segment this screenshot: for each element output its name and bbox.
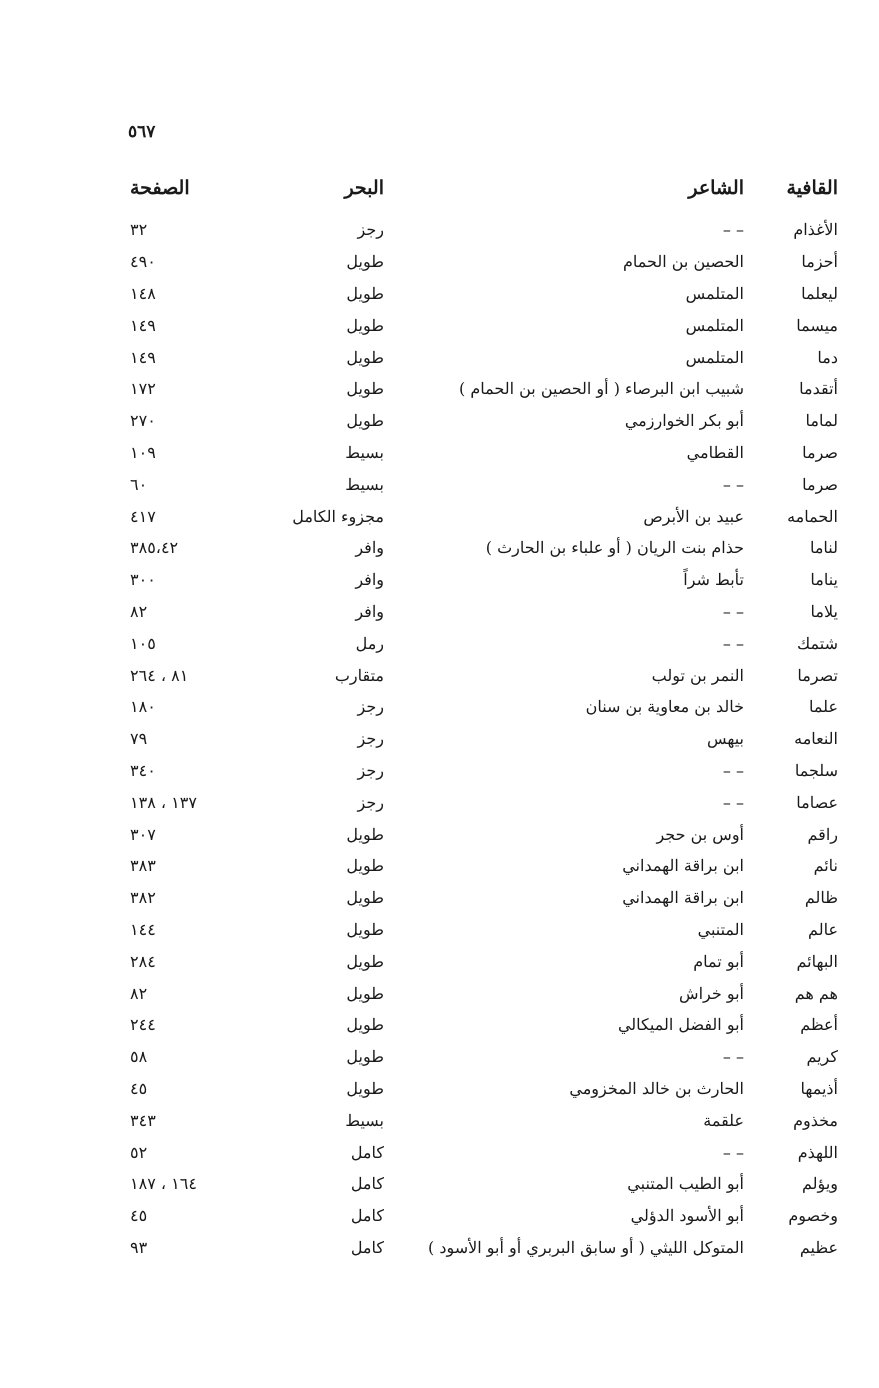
table-row (120, 309, 838, 341)
cell-poet: أبو بكر الخوارزمي (624, 411, 744, 431)
table-row (120, 468, 838, 500)
cell-meter: طويل (346, 856, 384, 876)
table-row (120, 1041, 838, 1073)
cell-rhyme: راقم (807, 824, 838, 844)
cell-poet: خالد بن معاوية بن سنان (585, 697, 744, 717)
table-row (120, 977, 838, 1009)
table-row (120, 786, 838, 818)
cell-poet: ابن براقة الهمداني (622, 856, 744, 876)
cell-meter: مجزوء الكامل (292, 506, 384, 526)
cell-poet: – – (722, 760, 744, 780)
cell-poet: – – (722, 220, 744, 240)
cell-meter: طويل (346, 919, 384, 939)
cell-rhyme: لناما (809, 538, 838, 558)
cell-meter: رجز (357, 792, 384, 812)
cell-meter: طويل (346, 888, 384, 908)
cell-poet: ابن براقة الهمداني (622, 888, 744, 908)
cell-rhyme: صرما (802, 474, 838, 494)
cell-page: ١٠٥ (130, 633, 156, 653)
cell-meter: رجز (357, 729, 384, 749)
cell-rhyme: النعامه (794, 729, 838, 749)
cell-meter: وافر (355, 538, 384, 558)
table-row (120, 914, 838, 946)
cell-meter: كامل (350, 1237, 384, 1257)
cell-poet: أبو تمام (693, 951, 744, 971)
header-page: الصفحة (130, 177, 190, 199)
cell-poet: – – (722, 601, 744, 621)
cell-meter: بسيط (345, 442, 384, 462)
table-row (120, 627, 838, 659)
table-body (120, 214, 838, 1263)
cell-meter: كامل (350, 1174, 384, 1194)
cell-meter: متقارب (334, 665, 384, 685)
table-row (120, 818, 838, 850)
cell-page: ٣٨٢ (130, 888, 156, 908)
cell-meter: طويل (346, 411, 384, 431)
table-row (120, 850, 838, 882)
table-row (120, 373, 838, 405)
cell-page: ١٣٧ ، ١٣٨ (130, 792, 197, 812)
cell-poet: بيهس (706, 729, 744, 749)
cell-page: ٣٠٧ (130, 824, 156, 844)
cell-page: ٨٢ (130, 983, 148, 1003)
cell-poet: – – (722, 792, 744, 812)
cell-page: ٢٨٤ (130, 951, 156, 971)
cell-poet: القطامي (686, 442, 744, 462)
page-number: ٥٦٧ (128, 122, 156, 142)
cell-rhyme: اللهذم (797, 1142, 838, 1162)
table-row (120, 341, 838, 373)
cell-page: ٩٣ (130, 1237, 148, 1257)
cell-meter: طويل (346, 1078, 384, 1098)
cell-page: ٥٢ (130, 1142, 148, 1162)
cell-rhyme: أعظم (800, 1015, 838, 1035)
table-header-row (120, 162, 838, 214)
cell-poet: المتلمس (685, 315, 744, 335)
cell-meter: كامل (350, 1142, 384, 1162)
cell-rhyme: يناما (810, 570, 838, 590)
cell-meter: طويل (346, 252, 384, 272)
table-row (120, 945, 838, 977)
cell-rhyme: ميسما (796, 315, 838, 335)
cell-rhyme: مخذوم (793, 1110, 838, 1130)
cell-page: ٣٨٥،٤٢ (130, 538, 179, 558)
cell-rhyme: لماما (805, 411, 838, 431)
cell-rhyme: تصرما (797, 665, 838, 685)
cell-page: ٧٩ (130, 729, 148, 749)
cell-rhyme: نائم (813, 856, 838, 876)
table-row (120, 214, 838, 246)
table-row (120, 564, 838, 596)
table-row (120, 437, 838, 469)
cell-page: ٤٥ (130, 1206, 148, 1226)
cell-meter: طويل (346, 1047, 384, 1067)
cell-poet: حذام بنت الريان ( أو علباء بن الحارث ) (485, 538, 744, 558)
cell-page: ١٧٢ (130, 379, 156, 399)
cell-poet: – – (722, 1047, 744, 1067)
cell-poet: أبو خراش (679, 983, 744, 1003)
cell-poet: المتلمس (685, 283, 744, 303)
cell-meter: طويل (346, 824, 384, 844)
cell-page: ٣٤٠ (130, 760, 156, 780)
cell-rhyme: عصاما (796, 792, 838, 812)
cell-page: ٦٠ (130, 474, 148, 494)
cell-page: ٨٢ (130, 601, 148, 621)
cell-poet: أبو الطيب المتنبي (627, 1174, 744, 1194)
table-row (120, 246, 838, 278)
cell-rhyme: أذيمها (800, 1078, 838, 1098)
cell-rhyme: ويؤلم (802, 1174, 838, 1194)
cell-meter: طويل (346, 283, 384, 303)
cell-poet: تأبط شراً (683, 570, 744, 590)
cell-rhyme: صرما (802, 442, 838, 462)
cell-poet: – – (722, 474, 744, 494)
cell-poet: أبو الأسود الدؤلي (630, 1206, 744, 1226)
table-row (120, 1232, 838, 1264)
cell-page: ٣٠٠ (130, 570, 156, 590)
cell-poet: أبو الفضل الميكالي (617, 1015, 744, 1035)
cell-rhyme: الأغذام (793, 220, 838, 240)
header-poet: الشاعر (688, 177, 744, 199)
cell-poet: المتوكل الليثي ( أو سابق البربري أو أبو الأسود ) (428, 1237, 744, 1257)
cell-page: ٢٧٠ (130, 411, 156, 431)
cell-poet: أوس بن حجر (656, 824, 744, 844)
cell-poet: المتلمس (685, 347, 744, 367)
table-row (120, 278, 838, 310)
cell-rhyme: شتمك (797, 633, 838, 653)
table-row (120, 1009, 838, 1041)
cell-rhyme: البهائم (796, 951, 838, 971)
cell-page: ٣٢ (130, 220, 148, 240)
cell-page: ١٤٨ (130, 283, 156, 303)
cell-rhyme: أحزما (801, 252, 838, 272)
cell-poet: الحصين بن الحمام (622, 252, 744, 272)
cell-meter: بسيط (345, 1110, 384, 1130)
cell-poet: علقمة (703, 1110, 744, 1130)
table-row (120, 723, 838, 755)
cell-rhyme: عظيم (799, 1237, 838, 1257)
cell-poet: – – (722, 1142, 744, 1162)
cell-rhyme: كريم (806, 1047, 838, 1067)
table-row (120, 1073, 838, 1105)
cell-rhyme: وخصوم (788, 1206, 838, 1226)
table-row (120, 1200, 838, 1232)
table-row (120, 755, 838, 787)
table-row (120, 1136, 838, 1168)
cell-rhyme: ليعلما (801, 283, 838, 303)
table-row (120, 500, 838, 532)
cell-page: ٣٨٣ (130, 856, 156, 876)
cell-meter: كامل (350, 1206, 384, 1226)
cell-rhyme: يلاما (810, 601, 838, 621)
table-row (120, 596, 838, 628)
cell-page: ١٠٩ (130, 442, 156, 462)
cell-poet: – – (722, 633, 744, 653)
cell-page: ٤١٧ (130, 506, 156, 526)
cell-page: ٨١ ، ٢٦٤ (130, 665, 189, 685)
cell-page: ٣٤٣ (130, 1110, 156, 1130)
cell-poet: شبيب ابن البرصاء ( أو الحصين بن الحمام ) (459, 379, 744, 399)
cell-meter: طويل (346, 1015, 384, 1035)
cell-rhyme: هم هم (794, 983, 838, 1003)
table-row (120, 1104, 838, 1136)
table-row (120, 405, 838, 437)
cell-meter: طويل (346, 983, 384, 1003)
cell-poet: المتنبي (697, 919, 744, 939)
cell-page: ١٦٤ ، ١٨٧ (130, 1174, 197, 1194)
cell-poet: الحارث بن خالد المخزومي (569, 1078, 744, 1098)
cell-meter: طويل (346, 315, 384, 335)
cell-rhyme: أتقدما (799, 379, 838, 399)
cell-meter: رجز (357, 697, 384, 717)
cell-meter: رمل (355, 633, 384, 653)
cell-page: ١٨٠ (130, 697, 156, 717)
cell-page: ٤٥ (130, 1078, 148, 1098)
cell-meter: وافر (355, 601, 384, 621)
cell-rhyme: سلجما (794, 760, 838, 780)
header-meter: البحر (344, 177, 384, 199)
table-row (120, 1168, 838, 1200)
table-row (120, 691, 838, 723)
cell-meter: طويل (346, 951, 384, 971)
rhyme-index-table (120, 162, 838, 1263)
table-row (120, 659, 838, 691)
cell-page: ١٤٩ (130, 347, 156, 367)
cell-page: ٢٤٤ (130, 1015, 156, 1035)
cell-meter: بسيط (345, 474, 384, 494)
cell-page: ٤٩٠ (130, 252, 156, 272)
cell-rhyme: علما (809, 697, 838, 717)
cell-poet: النمر بن تولب (651, 665, 744, 685)
cell-page: ١٤٩ (130, 315, 156, 335)
cell-rhyme: ظالم (804, 888, 838, 908)
table-row (120, 532, 838, 564)
cell-meter: طويل (346, 347, 384, 367)
cell-rhyme: دما (817, 347, 838, 367)
cell-meter: وافر (355, 570, 384, 590)
header-rhyme: القافية (786, 177, 838, 199)
cell-rhyme: الحمامه (787, 506, 838, 526)
cell-poet: عبيد بن الأبرص (643, 506, 744, 526)
table-row (120, 882, 838, 914)
cell-meter: طويل (346, 379, 384, 399)
cell-rhyme: عالم (808, 919, 838, 939)
cell-meter: رجز (357, 220, 384, 240)
cell-page: ٥٨ (130, 1047, 148, 1067)
cell-page: ١٤٤ (130, 919, 156, 939)
cell-meter: رجز (357, 760, 384, 780)
